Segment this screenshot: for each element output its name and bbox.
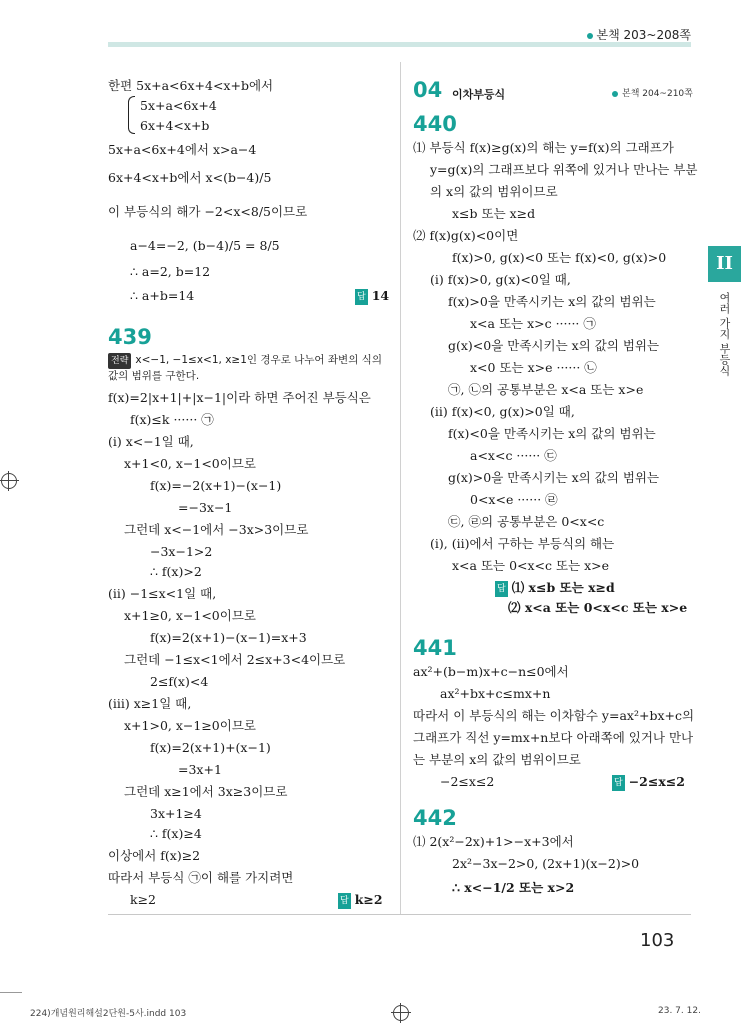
- right-line: 그래프가 직선 y=mx+n보다 아래쪽에 있거나 만나: [413, 730, 694, 745]
- page-number: 103: [640, 930, 675, 951]
- right-line: −2≤x≤2: [440, 774, 495, 789]
- right-line: 따라서 이 부등식의 해는 이차함수 y=ax²+bx+c의: [413, 708, 695, 723]
- right-line: 는 부분의 x의 값의 범위이므로: [413, 752, 581, 767]
- header-bar: [108, 42, 691, 47]
- right-line: f(x)>0을 만족시키는 x의 값의 범위는: [448, 294, 656, 309]
- left-line: 그런데 −1≤x<1에서 2≤x+3<4이므로: [124, 652, 346, 667]
- footer-file: 224)개념원리해설2단원-5사.indd 103: [30, 1009, 187, 1019]
- right-line: 의 x의 값의 범위이므로: [430, 184, 558, 199]
- right-line: ax²+bx+c≤mx+n: [440, 686, 551, 701]
- left-line: 6x+4<x+b에서 x<(b−4)/5: [108, 170, 272, 185]
- left-line: ∴ a=2, b=12: [130, 264, 211, 279]
- answer-badge-icon: 답: [612, 775, 625, 791]
- left-line: 이 부등식의 해가 −2<x<8/5이므로: [108, 204, 308, 219]
- answer-badge-icon: 답: [355, 289, 368, 305]
- right-line: x<a 또는 x>c ······ ㉠: [470, 316, 596, 331]
- registration-mark-icon: [1, 473, 17, 489]
- tip-line: 값의 범위를 구한다.: [108, 370, 200, 382]
- problem-number: 440: [413, 112, 457, 136]
- left-line: 그런데 x≥1에서 3x≥3이므로: [124, 784, 288, 799]
- right-line: f(x)>0, g(x)<0 또는 f(x)<0, g(x)>0: [452, 250, 667, 265]
- brace-icon: [128, 96, 135, 134]
- registration-mark-icon: [393, 1005, 409, 1021]
- left-line: 한편 5x+a<6x+4<x+b에서: [108, 78, 274, 93]
- left-line: 5x+a<6x+4: [140, 98, 217, 113]
- right-line: g(x)<0을 만족시키는 x의 값의 범위는: [448, 338, 660, 353]
- left-line: =−3x−1: [178, 500, 233, 515]
- bottom-rule: [108, 914, 691, 915]
- left-line: 2≤f(x)<4: [150, 674, 209, 689]
- left-line: f(x)≤k ······ ㉠: [130, 412, 214, 427]
- bullet-dot-icon: [612, 91, 618, 97]
- right-line: (ⅰ) f(x)>0, g(x)<0일 때,: [430, 272, 571, 287]
- left-line: x+1≥0, x−1<0이므로: [124, 608, 256, 623]
- left-line: a−4=−2, (b−4)/5 = 8/5: [130, 238, 280, 253]
- left-line: 따라서 부등식 ㉠이 해를 가지려면: [108, 870, 294, 885]
- left-line: ∴ f(x)≥4: [150, 826, 202, 841]
- problem-number: 439: [108, 325, 152, 349]
- section-title: 이차부등식: [452, 88, 506, 101]
- right-line: y=g(x)의 그래프보다 위쪽에 있거나 만나는 부분: [430, 162, 698, 177]
- right-line: 2x²−3x−2>0, (2x+1)(x−2)>0: [452, 856, 640, 871]
- right-line: (ⅱ) f(x)<0, g(x)>0일 때,: [430, 404, 575, 419]
- left-line: (ⅰ) x<−1일 때,: [108, 434, 194, 449]
- left-line: (ⅱ) −1≤x<1일 때,: [108, 586, 217, 601]
- problem-number: 442: [413, 806, 457, 830]
- footer-date: 23. 7. 12.: [658, 1006, 701, 1016]
- left-line: x+1>0, x−1≥0이므로: [124, 718, 256, 733]
- answer-441: 답 −2≤x≤2: [614, 774, 685, 789]
- right-line: (ⅰ), (ⅱ)에서 구하는 부등식의 해는: [430, 536, 615, 551]
- right-line: x<a 또는 0<x<c 또는 x>e: [452, 558, 610, 573]
- left-line: k≥2: [130, 892, 157, 907]
- left-line: −3x−1>2: [150, 544, 213, 559]
- left-line: 6x+4<x+b: [140, 118, 210, 133]
- left-line: 3x+1≥4: [150, 806, 202, 821]
- tip-line: 전략 x<−1, −1≤x<1, x≥1인 경우로 나누어 좌변의 식의: [108, 352, 382, 369]
- left-line: f(x)=−2(x+1)−(x−1): [150, 478, 282, 493]
- section-number: 04: [413, 78, 443, 102]
- left-line: 5x+a<6x+4에서 x>a−4: [108, 142, 257, 157]
- section-ref: 본책 204~210쪽: [612, 86, 693, 99]
- left-line: x+1<0, x−1<0이므로: [124, 456, 256, 471]
- right-line: ㉠, ㉡의 공통부분은 x<a 또는 x>e: [448, 382, 644, 397]
- right-line: x≤b 또는 x≥d: [452, 206, 536, 221]
- right-line: ⑵ f(x)g(x)<0이면: [413, 228, 519, 243]
- right-line: x<0 또는 x>e ······ ㉡: [470, 360, 597, 375]
- left-line: (ⅲ) x≥1일 때,: [108, 696, 192, 711]
- tip-badge: 전략: [108, 353, 131, 369]
- right-line: f(x)<0을 만족시키는 x의 값의 범위는: [448, 426, 656, 441]
- left-line: 그런데 x<−1에서 −3x>3이므로: [124, 522, 309, 537]
- right-line: ∴ x<−1/2 또는 x>2: [452, 880, 575, 895]
- left-line: f(x)=2|x+1|+|x−1|이라 하면 주어진 부등식은: [108, 390, 371, 405]
- answer-439: 답 k≥2: [340, 892, 383, 907]
- right-line: a<x<c ······ ㉢: [470, 448, 557, 463]
- left-line: 이상에서 f(x)≥2: [108, 848, 201, 863]
- header-ref: 본책 203~208쪽: [587, 26, 691, 43]
- right-line: ㉢, ㉣의 공통부분은 0<x<c: [448, 514, 605, 529]
- problem-number: 441: [413, 636, 457, 660]
- chapter-tab-text: 여러 가지 부등식: [718, 292, 731, 376]
- answer-440-1: 답 ⑴ x≤b 또는 x≥d: [497, 580, 615, 595]
- column-divider: [400, 62, 401, 914]
- crop-mark: [0, 992, 22, 993]
- right-line: ax²+(b−m)x+c−n≤0에서: [413, 664, 569, 679]
- left-line: ∴ f(x)>2: [150, 564, 202, 579]
- left-line: f(x)=2(x+1)+(x−1): [150, 740, 271, 755]
- left-line: =3x+1: [178, 762, 222, 777]
- right-line: 0<x<e ······ ㉣: [470, 492, 558, 507]
- right-line: ⑴ 2(x²−2x)+1>−x+3에서: [413, 834, 574, 849]
- right-line: g(x)>0을 만족시키는 x의 값의 범위는: [448, 470, 660, 485]
- answer-badge-icon: 답: [495, 581, 508, 597]
- right-line: ⑴ 부등식 f(x)≥g(x)의 해는 y=f(x)의 그래프가: [413, 140, 674, 155]
- bullet-dot-icon: [587, 33, 593, 39]
- answer-440-2: ⑵ x<a 또는 0<x<c 또는 x>e: [508, 600, 688, 615]
- left-line: f(x)=2(x+1)−(x−1)=x+3: [150, 630, 307, 645]
- left-line: ∴ a+b=14: [130, 288, 195, 303]
- chapter-tab: II: [708, 246, 741, 282]
- answer-badge-icon: 답: [338, 893, 351, 909]
- answer-438: 답 14: [357, 288, 390, 303]
